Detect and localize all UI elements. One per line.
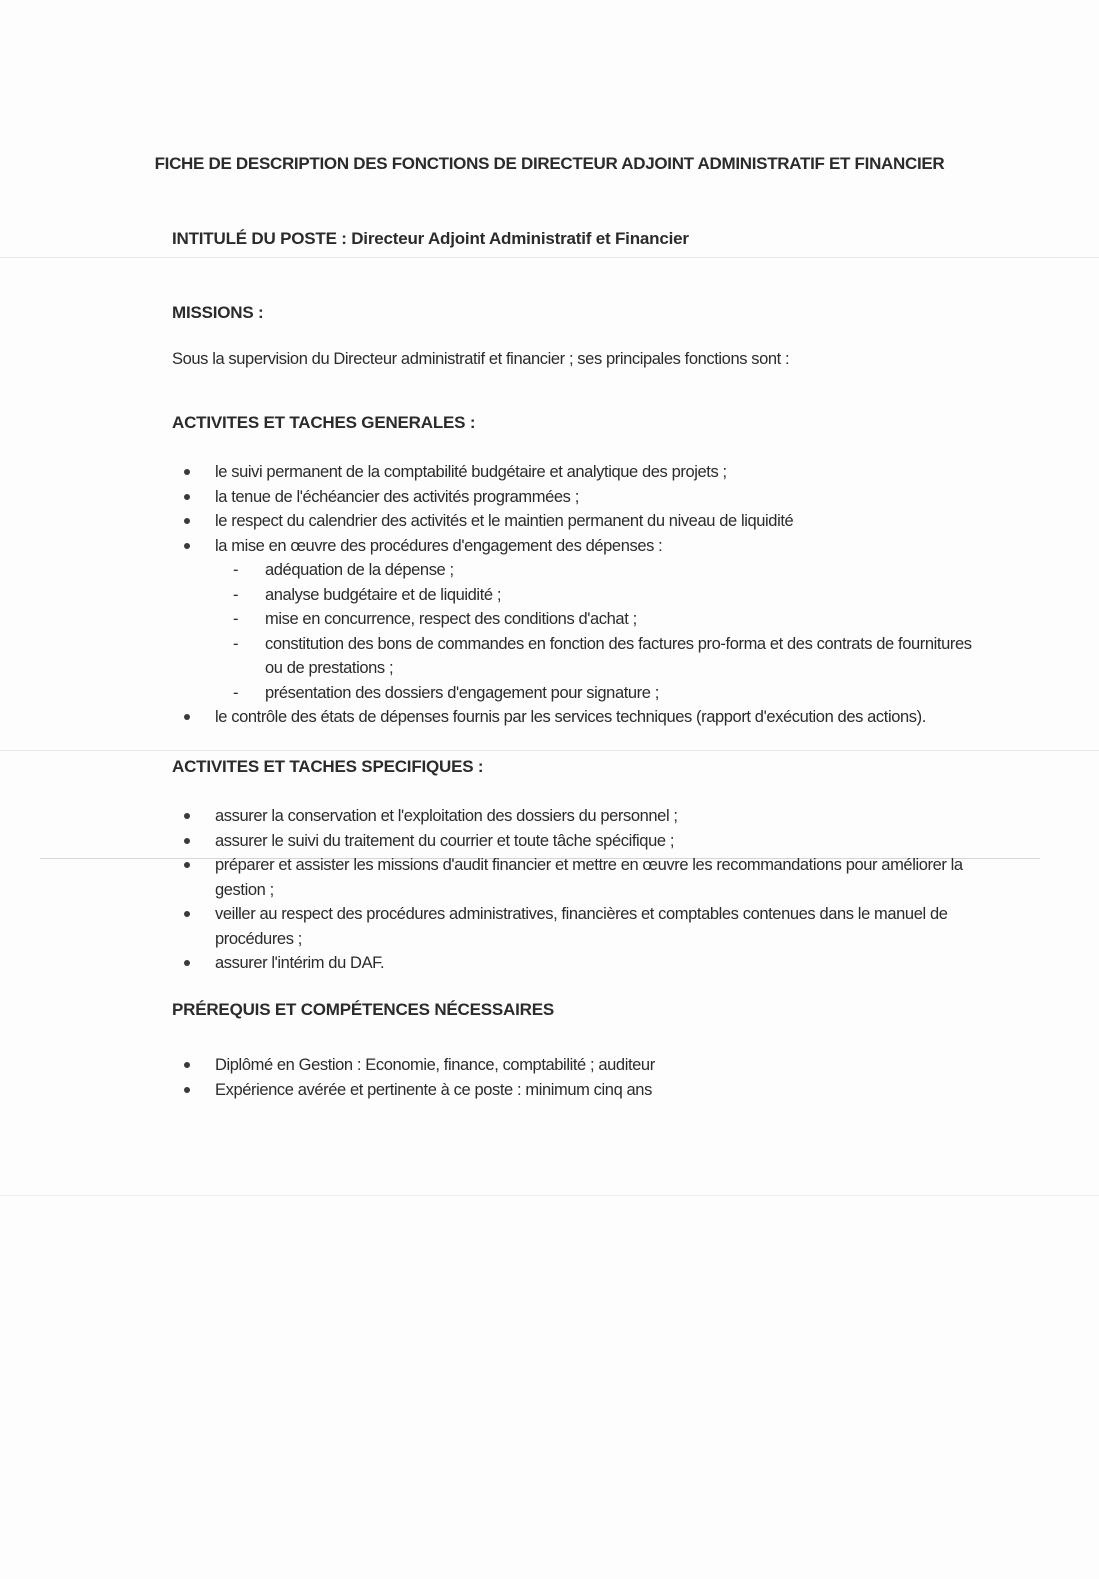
list-item: Diplômé en Gestion : Economie, finance, comptabilité ; auditeur xyxy=(172,1053,992,1078)
sub-list-item: - analyse budgétaire et de liquidité ; xyxy=(215,583,992,608)
specific-tasks-list xyxy=(172,804,992,976)
sub-list-item: - mise en concurrence, respect des conditions d'achat ; xyxy=(215,607,992,632)
prerequisites-list xyxy=(172,1053,992,1102)
general-tasks-heading: ACTIVITES ET TACHES GENERALES : xyxy=(172,413,476,432)
missions-heading: MISSIONS : xyxy=(172,303,264,322)
scan-artifact-line xyxy=(0,750,1099,751)
missions-text: Sous la supervision du Directeur administratif et financier ; ses principales fonctions sont : xyxy=(172,350,790,368)
specific-tasks-heading: ACTIVITES ET TACHES SPECIFIQUES : xyxy=(172,757,484,776)
general-tasks-list xyxy=(172,460,992,730)
list-item: la tenue de l'échéancier des activités programmées ; xyxy=(172,485,992,510)
list-item: veiller au respect des procédures administratives, financières et comptables contenues dans le manuel de procédures ; xyxy=(172,902,992,951)
sub-list-item: - constitution des bons de commandes en fonction des factures pro-forma et des contrats de fournitures ou de prestations ; xyxy=(215,632,992,681)
list-item: assurer la conservation et l'exploitation des dossiers du personnel ; xyxy=(172,804,992,829)
document-title: FICHE DE DESCRIPTION DES FONCTIONS DE DIRECTEUR ADJOINT ADMINISTRATIF ET FINANCIER xyxy=(154,154,945,173)
prerequisites-heading: PRÉREQUIS ET COMPÉTENCES NÉCESSAIRES xyxy=(172,1000,554,1019)
list-item: le respect du calendrier des activités et le maintien permanent du niveau de liquidité xyxy=(172,509,992,534)
list-item: Expérience avérée et pertinente à ce poste : minimum cinq ans xyxy=(172,1078,992,1103)
list-item: assurer l'intérim du DAF. xyxy=(172,951,992,976)
scan-artifact-line xyxy=(0,257,1099,258)
sub-list-item: - adéquation de la dépense ; xyxy=(215,558,992,583)
sub-list-item: - présentation des dossiers d'engagement pour signature ; xyxy=(215,681,992,706)
list-item xyxy=(172,534,992,706)
scan-artifact-line xyxy=(0,1195,1099,1196)
list-item: préparer et assister les missions d'audit financier et mettre en œuvre les recommandations pour améliorer la gestion ; xyxy=(172,853,992,902)
list-item: assurer le suivi du traitement du courrier et toute tâche spécifique ; xyxy=(172,829,992,854)
list-item: le suivi permanent de la comptabilité budgétaire et analytique des projets ; xyxy=(172,460,992,485)
sub-list xyxy=(215,558,992,705)
list-item: le contrôle des états de dépenses fournis par les services techniques (rapport d'exécution des actions). xyxy=(172,705,992,730)
list-item-text: la mise en œuvre des procédures d'engagement des dépenses : xyxy=(215,536,663,555)
job-title-line: INTITULÉ DU POSTE : Directeur Adjoint Administratif et Financier xyxy=(172,229,689,248)
